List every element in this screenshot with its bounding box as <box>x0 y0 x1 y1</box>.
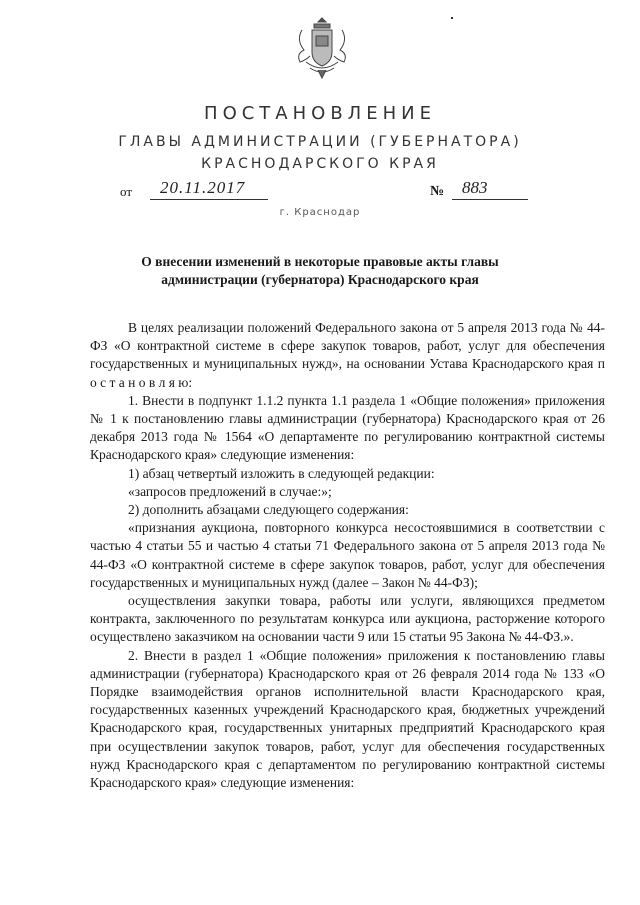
document-title <box>110 253 530 289</box>
body-paragraph: 1. Внести в подпункт 1.1.2 пункта 1.1 раздела 1 «Общие положения» приложения № 1 к постановлению главы администрации (губернатора) Краснодарского края от 26 декабря 2013 года № 1564 «О департаменте по регулированию контрактной системы Краснодарского края» следующие изменения: <box>90 392 605 463</box>
body-paragraph: 2) дополнить абзацами следующего содержания: <box>128 502 409 518</box>
number-underline <box>452 199 528 200</box>
date-underline <box>150 199 268 200</box>
scan-speck <box>451 17 453 19</box>
number-prefix: № <box>430 184 445 199</box>
coat-of-arms-emblem <box>292 12 352 82</box>
body-paragraph: «признания аукциона, повторного конкурса несостоявшимися в соответствии с частью 4 статьи 55 и частью 4 статьи 71 Федерального закона от 5 апреля 2013 года № 44-ФЗ «О контрактной системе в сфере закупок товаров, работ, услуг для обеспечения государственных и муниципальных нужд (далее – Закон № 44-ФЗ); <box>90 520 605 590</box>
handwritten-date: 20.11.2017 <box>160 178 246 197</box>
document-title-line1: О внесении изменений в некоторые правовые акты главы <box>141 254 499 269</box>
issuer-heading-line2: КРАСНОДАРСКОГО КРАЯ <box>201 156 439 172</box>
date-prefix: от <box>120 184 133 199</box>
document-body <box>90 319 605 792</box>
body-paragraph: 1) абзац четвертый изложить в следующей редакции: <box>128 465 435 481</box>
handwritten-number: 883 <box>462 178 488 197</box>
city-label: г. Краснодар <box>279 207 361 218</box>
body-paragraph: осуществления закупки товара, работы или услуги, являющихся предметом контракта, заключенного по результатам конкурса или аукциона, расторжение которого осуществлено заказчиком на основании части 9 или 15 статьи 95 Закона № 44-ФЗ.». <box>90 593 605 645</box>
document-title-line2: администрации (губернатора) Краснодарского края <box>161 272 479 287</box>
body-paragraph: В целях реализации положений Федерального закона от 5 апреля 2013 года № 44-ФЗ «О контрактной системе в сфере закупок товаров, работ, услуг для обеспечения государственных и муниципальных нужд», на основании Устава Краснодарского края п о с т а н о в л я ю: <box>90 320 605 390</box>
issuer-heading-line1: ГЛАВЫ АДМИНИСТРАЦИИ (ГУБЕРНАТОРА) <box>118 134 522 150</box>
document-type-heading: ПОСТАНОВЛЕНИЕ <box>204 103 436 124</box>
body-paragraph: «запросов предложений в случае:»; <box>128 483 332 499</box>
body-paragraph: 2. Внести в раздел 1 «Общие положения» приложения к постановлению главы администрации (губернатора) Краснодарского края от 26 февраля 2014 года № 133 «О Порядке взаимодействия органов исполнительной власти Краснодарского края, государственных казенных учреждений Краснодарского края, бюджетных учреждений Краснодарского края, государственных унитарных предприятий Краснодарского края при осуществлении закупок товаров, работ, услуг для обеспечения государственных нужд Краснодарского края с департаментом по регулированию контрактной системы Краснодарского края» следующие изменения: <box>90 647 605 791</box>
